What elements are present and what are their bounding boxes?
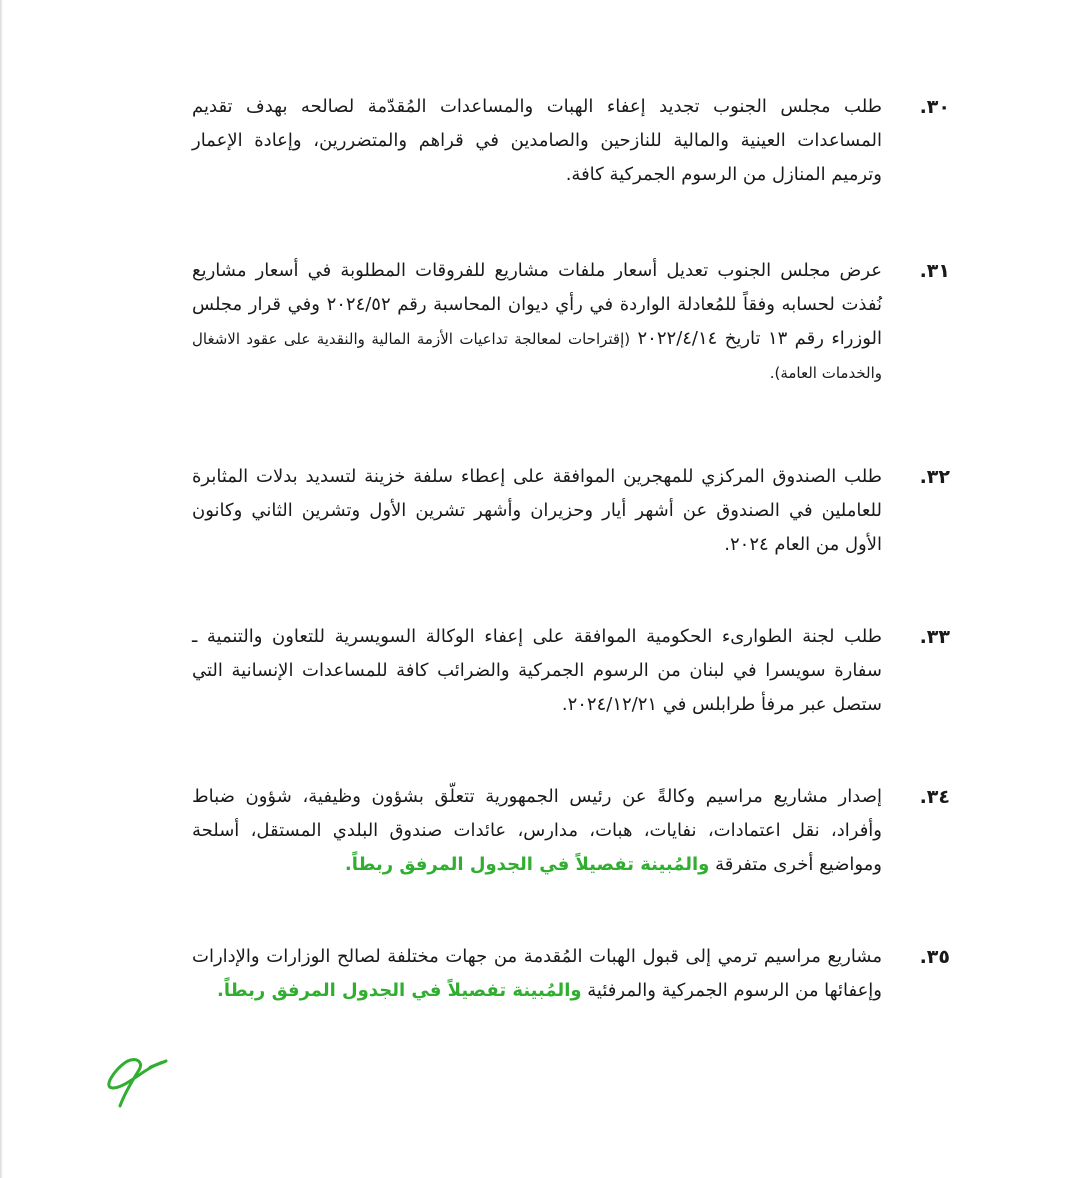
item-text [192,254,882,390]
item-number: ٣١. [919,260,950,282]
item-text-main: عرض مجلس الجنوب تعديل أسعار ملفات مشاريع للفروقات المطلوبة في أسعار مشاريع نُفذت لحسابه وفقاً للمُعادلة الواردة في رأي ديوان المحاسبة رقم ٢٠٢٤/٥٢ وفي قرار مجلس الوزراء رقم ١٣ تاريخ ٢٠٢٢/٤/١٤ [192,260,882,349]
item-text: طلب الصندوق المركزي للمهجرين الموافقة على إعطاء سلفة خزينة لتسديد بدلات المثابرة للعاملين في الصندوق عن أشهر أيار وحزيران وأشهر تشرين الأول وتشرين الثاني وكانون الأول من العام ٢٠٢٤. [192,466,882,555]
item-number: ٣٣. [919,626,950,648]
item-number: ٣٤. [919,786,950,808]
item-text-parenthetical: (إقتراحات لمعالجة تداعيات الأزمة المالية والنقدية على عقود الاشغال والخدمات العامة). [192,330,882,382]
item-text: طلب لجنة الطوارىء الحكومية الموافقة على إعفاء الوكالة السويسرية للتعاون والتنمية ـ سفارة سويسرا في لبنان من الرسوم الجمركية والضرائب كافة للمساعدات الإنسانية التي ستصل عبر مرفأ طرابلس في ٢٠٢٤/١٢/٢١. [192,626,882,715]
agenda-item-33 [192,620,950,722]
item-number: ٣٢. [919,466,950,488]
agenda-item-32 [192,460,950,562]
item-number: ٣٥. [919,946,950,968]
handwritten-signature-icon [98,1052,168,1110]
agenda-item-30 [192,90,950,192]
item-text [192,940,882,1008]
item-text-main: مشاريع مراسيم ترمي إلى قبول الهبات المُقدمة من جهات مختلفة لصالح الوزارات والإدارات وإعفائها من الرسوم الجمركية والمرفئية [192,946,882,1001]
item-text-main: إصدار مشاريع مراسيم وكالةً عن رئيس الجمهورية تتعلّق بشؤون وظيفية، شؤون ضباط وأفراد، نقل اعتمادات، نفايات، هبات، مدارس، عائدات صندوق البلدي المستقل، أسلحة ومواضيع أخرى متفرقة [192,786,882,875]
item-text-highlight: والمُبينة تفصيلاً في الجدول المرفق ربطاً. [217,980,582,1001]
item-text [192,780,882,882]
agenda-item-34 [192,780,950,882]
agenda-item-31 [192,254,950,390]
item-text: طلب مجلس الجنوب تجديد إعفاء الهبات والمساعدات المُقدّمة لصالحه بهدف تقديم المساعدات العينية والمالية للنازحين والصامدين في قراهم والمتضررين، وإعادة الإعمار وترميم المنازل من الرسوم الجمركية كافة. [192,96,882,185]
page-edge-shadow [0,0,3,1178]
item-number: ٣٠. [919,96,950,118]
item-text-highlight: والمُبينة تفصيلاً في الجدول المرفق ربطاً. [344,854,710,875]
agenda-item-35 [192,940,950,1008]
